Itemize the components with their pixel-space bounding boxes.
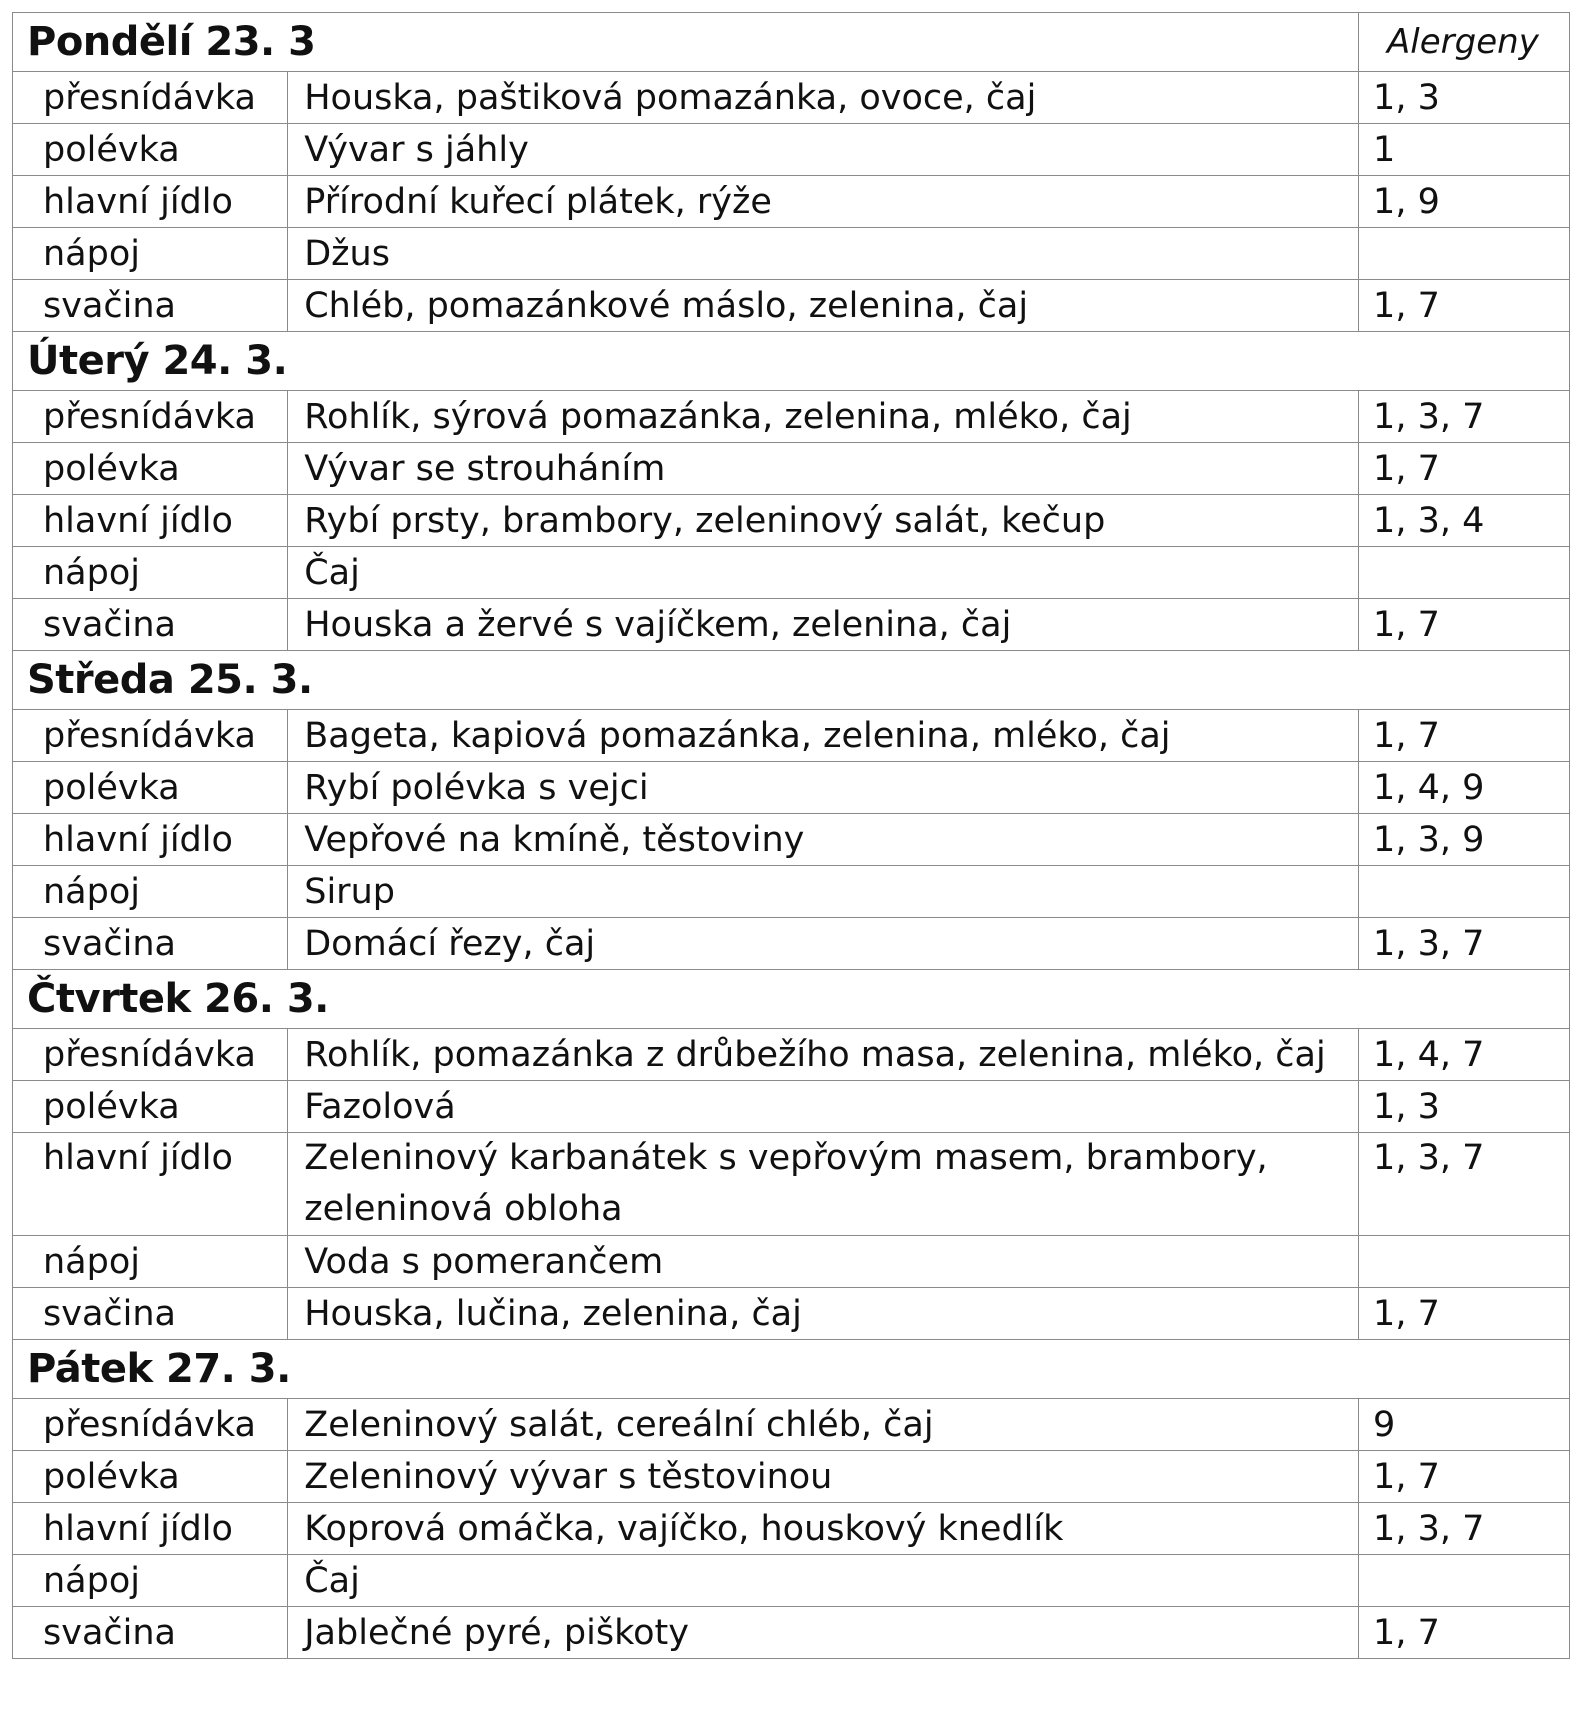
day-title: Pátek 27. 3.	[13, 1340, 1570, 1399]
meal-category: svačina	[13, 280, 288, 332]
menu-item-row	[13, 1288, 1570, 1340]
allergen-codes	[1359, 1555, 1570, 1607]
allergen-codes: 1, 3, 9	[1359, 814, 1570, 866]
allergen-codes	[1359, 228, 1570, 280]
allergen-codes: 1, 3	[1359, 72, 1570, 124]
allergen-codes: 1, 3, 7	[1359, 391, 1570, 443]
dish-name: Chléb, pomazánkové máslo, zelenina, čaj	[288, 280, 1359, 332]
allergen-codes: 1, 4, 7	[1359, 1029, 1570, 1081]
allergen-codes: 1, 3	[1359, 1081, 1570, 1133]
menu-item-row	[13, 710, 1570, 762]
dish-name: Čaj	[288, 547, 1359, 599]
dish-name: Houska, lučina, zelenina, čaj	[288, 1288, 1359, 1340]
menu-item-row	[13, 762, 1570, 814]
menu-item-row	[13, 1503, 1570, 1555]
dish-name: Voda s pomerančem	[288, 1236, 1359, 1288]
day-title: Úterý 24. 3.	[13, 332, 1570, 391]
meal-category: nápoj	[13, 866, 288, 918]
dish-name: Čaj	[288, 1555, 1359, 1607]
day-header-row	[13, 651, 1570, 710]
dish-name: Rybí prsty, brambory, zeleninový salát, kečup	[288, 495, 1359, 547]
menu-item-row	[13, 1555, 1570, 1607]
allergen-codes: 1, 4, 9	[1359, 762, 1570, 814]
meal-category: přesnídávka	[13, 1029, 288, 1081]
meal-category: svačina	[13, 1288, 288, 1340]
meal-category: hlavní jídlo	[13, 1133, 288, 1236]
allergen-codes	[1359, 866, 1570, 918]
dish-name: Domácí řezy, čaj	[288, 918, 1359, 970]
allergens-header: Alergeny	[1359, 13, 1570, 72]
dish-name: Džus	[288, 228, 1359, 280]
menu-item-row	[13, 124, 1570, 176]
day-header-row	[13, 970, 1570, 1029]
allergen-codes: 1, 9	[1359, 176, 1570, 228]
meal-category: polévka	[13, 124, 288, 176]
dish-name: Rohlík, pomazánka z drůbežího masa, zelenina, mléko, čaj	[288, 1029, 1359, 1081]
meal-category: přesnídávka	[13, 391, 288, 443]
dish-name: Vývar s jáhly	[288, 124, 1359, 176]
dish-name: Jablečné pyré, piškoty	[288, 1607, 1359, 1659]
menu-item-row	[13, 814, 1570, 866]
dish-name: Rohlík, sýrová pomazánka, zelenina, mléko, čaj	[288, 391, 1359, 443]
allergen-codes: 1, 3, 7	[1359, 1503, 1570, 1555]
meal-category: přesnídávka	[13, 72, 288, 124]
menu-item-row	[13, 1029, 1570, 1081]
meal-category: přesnídávka	[13, 1399, 288, 1451]
meal-category: nápoj	[13, 547, 288, 599]
menu-item-row	[13, 391, 1570, 443]
dish-name: Vývar se strouháním	[288, 443, 1359, 495]
weekly-menu-table	[12, 12, 1570, 1659]
day-title: Čtvrtek 26. 3.	[13, 970, 1570, 1029]
menu-item-row	[13, 495, 1570, 547]
meal-category: přesnídávka	[13, 710, 288, 762]
dish-name: Houska, paštiková pomazánka, ovoce, čaj	[288, 72, 1359, 124]
allergen-codes: 1, 3, 4	[1359, 495, 1570, 547]
allergen-codes: 1, 7	[1359, 599, 1570, 651]
allergen-codes: 1, 7	[1359, 1451, 1570, 1503]
dish-name: Houska a žervé s vajíčkem, zelenina, čaj	[288, 599, 1359, 651]
meal-category: hlavní jídlo	[13, 1503, 288, 1555]
menu-item-row	[13, 918, 1570, 970]
meal-category: nápoj	[13, 1555, 288, 1607]
meal-category: nápoj	[13, 228, 288, 280]
dish-name: Přírodní kuřecí plátek, rýže	[288, 176, 1359, 228]
meal-category: svačina	[13, 1607, 288, 1659]
meal-category: svačina	[13, 599, 288, 651]
menu-item-row	[13, 1081, 1570, 1133]
menu-item-row	[13, 1236, 1570, 1288]
meal-category: polévka	[13, 1451, 288, 1503]
dish-name: Zeleninový karbanátek s vepřovým masem, brambory, zeleninová obloha	[288, 1133, 1359, 1236]
day-title: Středa 25. 3.	[13, 651, 1570, 710]
meal-category: nápoj	[13, 1236, 288, 1288]
allergen-codes: 1, 7	[1359, 443, 1570, 495]
menu-item-row	[13, 1607, 1570, 1659]
allergen-codes: 1, 3, 7	[1359, 918, 1570, 970]
dish-name: Bageta, kapiová pomazánka, zelenina, mléko, čaj	[288, 710, 1359, 762]
allergen-codes: 9	[1359, 1399, 1570, 1451]
dish-name: Koprová omáčka, vajíčko, houskový knedlík	[288, 1503, 1359, 1555]
allergen-codes: 1, 7	[1359, 1288, 1570, 1340]
menu-item-row	[13, 1451, 1570, 1503]
dish-name: Sirup	[288, 866, 1359, 918]
meal-category: svačina	[13, 918, 288, 970]
day-title: Pondělí 23. 3	[13, 13, 1359, 72]
allergen-codes: 1	[1359, 124, 1570, 176]
menu-item-row	[13, 1399, 1570, 1451]
allergen-codes	[1359, 1236, 1570, 1288]
allergen-codes: 1, 7	[1359, 280, 1570, 332]
meal-category: hlavní jídlo	[13, 176, 288, 228]
menu-item-row	[13, 72, 1570, 124]
day-header-row	[13, 1340, 1570, 1399]
dish-name: Zeleninový salát, cereální chléb, čaj	[288, 1399, 1359, 1451]
allergen-codes	[1359, 547, 1570, 599]
meal-category: polévka	[13, 1081, 288, 1133]
meal-category: polévka	[13, 443, 288, 495]
menu-item-row	[13, 547, 1570, 599]
menu-item-row	[13, 1133, 1570, 1236]
menu-body	[13, 13, 1570, 1659]
meal-category: hlavní jídlo	[13, 814, 288, 866]
menu-item-row	[13, 280, 1570, 332]
day-header-row	[13, 332, 1570, 391]
menu-item-row	[13, 599, 1570, 651]
dish-name: Zeleninový vývar s těstovinou	[288, 1451, 1359, 1503]
menu-item-row	[13, 866, 1570, 918]
allergen-codes: 1, 3, 7	[1359, 1133, 1570, 1236]
meal-category: hlavní jídlo	[13, 495, 288, 547]
dish-name: Rybí polévka s vejci	[288, 762, 1359, 814]
allergen-codes: 1, 7	[1359, 1607, 1570, 1659]
meal-category: polévka	[13, 762, 288, 814]
dish-name: Fazolová	[288, 1081, 1359, 1133]
menu-item-row	[13, 228, 1570, 280]
dish-name: Vepřové na kmíně, těstoviny	[288, 814, 1359, 866]
menu-item-row	[13, 443, 1570, 495]
day-header-row	[13, 13, 1570, 72]
menu-item-row	[13, 176, 1570, 228]
allergen-codes: 1, 7	[1359, 710, 1570, 762]
